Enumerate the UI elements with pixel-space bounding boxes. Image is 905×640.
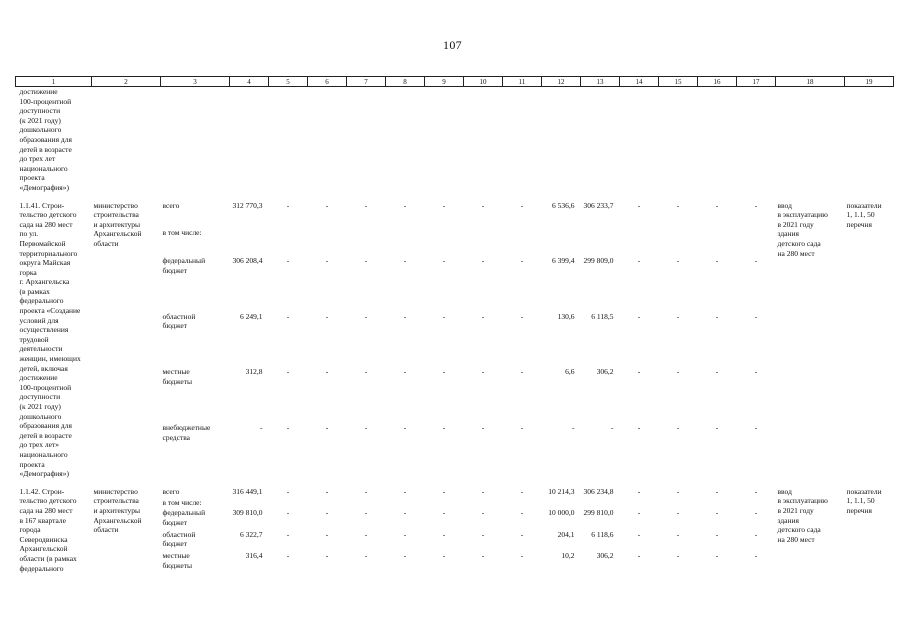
indicator-cell: показатели 1, 1.1, 50 перечня bbox=[846, 200, 882, 229]
dash-cell: - bbox=[403, 200, 407, 210]
dash-cell: - bbox=[325, 529, 329, 539]
column-header-2: 2 bbox=[92, 77, 161, 87]
dash-cell: - bbox=[481, 256, 485, 266]
dash-cell: - bbox=[325, 423, 329, 433]
funding-source: областной бюджет bbox=[162, 529, 196, 549]
total-amount-cell: 309 810,0 bbox=[232, 508, 263, 518]
empty-cell bbox=[230, 228, 269, 256]
dash-cell: - bbox=[715, 508, 719, 518]
empty-cell bbox=[308, 228, 347, 256]
column-header-11: 11 bbox=[503, 77, 542, 87]
total-amount-cell: 306 208,4 bbox=[232, 256, 263, 266]
dash-cell: - bbox=[403, 367, 407, 377]
dash-cell: - bbox=[325, 367, 329, 377]
dash-cell: - bbox=[286, 551, 290, 561]
empty-cell bbox=[737, 228, 776, 256]
dash-cell: - bbox=[754, 311, 758, 321]
column-header-8: 8 bbox=[386, 77, 425, 87]
column-header-10: 10 bbox=[464, 77, 503, 87]
dash-cell: - bbox=[442, 423, 446, 433]
amount-2020-cell: - bbox=[572, 423, 575, 433]
empty-cell bbox=[269, 498, 308, 509]
empty-cell bbox=[698, 228, 737, 256]
dash-cell: - bbox=[715, 486, 719, 496]
executor-cell: министерство строительства и архитектуры Архангельской области bbox=[93, 200, 142, 248]
dash-cell: - bbox=[754, 551, 758, 561]
dash-cell: - bbox=[715, 311, 719, 321]
amount-2020-cell: 6 399,4 bbox=[552, 256, 575, 266]
amount-2021-cell: 306 234,8 bbox=[583, 486, 614, 496]
dash-cell: - bbox=[637, 311, 641, 321]
dash-cell: - bbox=[364, 311, 368, 321]
column-header-6: 6 bbox=[308, 77, 347, 87]
funding-source: областной бюджет bbox=[162, 311, 196, 331]
empty-cell bbox=[308, 498, 347, 509]
continuation-description: достижение 100-процентной доступности (к 2021 году) дошкольного образования для детей в возрасте до трех лет национального проекта «Демография») bbox=[19, 87, 72, 192]
empty-cell bbox=[503, 498, 542, 509]
amount-2020-cell: 130,6 bbox=[557, 311, 575, 321]
total-amount-cell: 312 770,3 bbox=[232, 200, 263, 210]
amount-2020-cell: 10 000,0 bbox=[548, 508, 575, 518]
empty-cell bbox=[659, 498, 698, 509]
amount-2021-cell: 6 118,5 bbox=[591, 311, 614, 321]
dash-cell: - bbox=[325, 311, 329, 321]
dash-cell: - bbox=[754, 367, 758, 377]
dash-cell: - bbox=[403, 311, 407, 321]
column-header-5: 5 bbox=[269, 77, 308, 87]
empty-cell bbox=[464, 228, 503, 256]
expected-result-cell: ввод в эксплуатацию в 2021 году здания детского сада на 280 мест bbox=[777, 486, 828, 544]
dash-cell: - bbox=[442, 311, 446, 321]
funding-source: всего bbox=[162, 200, 180, 210]
funding-source: федеральный бюджет bbox=[162, 508, 206, 527]
dash-cell: - bbox=[286, 423, 290, 433]
amount-2020-cell: 6 536,6 bbox=[552, 200, 575, 210]
total-amount-cell: 316,4 bbox=[245, 551, 263, 561]
dash-cell: - bbox=[481, 200, 485, 210]
indicator-cell: показатели 1, 1.1, 50 перечня bbox=[846, 486, 882, 515]
dash-cell: - bbox=[286, 529, 290, 539]
dash-cell: - bbox=[286, 311, 290, 321]
dash-cell: - bbox=[676, 200, 680, 210]
column-header-14: 14 bbox=[620, 77, 659, 87]
continuation-filler bbox=[92, 87, 894, 193]
dash-cell: - bbox=[637, 486, 641, 496]
empty-cell bbox=[269, 228, 308, 256]
dash-cell: - bbox=[754, 256, 758, 266]
page-number: 107 bbox=[443, 38, 462, 52]
dash-cell: - bbox=[481, 423, 485, 433]
dash-cell: - bbox=[715, 529, 719, 539]
dash-cell: - bbox=[364, 256, 368, 266]
dash-cell: - bbox=[442, 529, 446, 539]
empty-cell bbox=[581, 498, 620, 509]
funding-source: в том числе: bbox=[162, 497, 202, 507]
dash-cell: - bbox=[364, 367, 368, 377]
column-header-13: 13 bbox=[581, 77, 620, 87]
dash-cell: - bbox=[442, 256, 446, 266]
dash-cell: - bbox=[286, 256, 290, 266]
expected-result-cell: ввод в эксплуатацию в 2021 году здания детского сада на 280 мест bbox=[777, 200, 828, 258]
dash-cell: - bbox=[286, 508, 290, 518]
empty-cell bbox=[386, 498, 425, 509]
empty-cell bbox=[425, 498, 464, 509]
dash-cell: - bbox=[481, 551, 485, 561]
total-amount-cell: 6 322,7 bbox=[240, 529, 263, 539]
dash-cell: - bbox=[325, 256, 329, 266]
dash-cell: - bbox=[676, 551, 680, 561]
dash-cell: - bbox=[637, 423, 641, 433]
dash-cell: - bbox=[286, 200, 290, 210]
dash-cell: - bbox=[520, 529, 524, 539]
spacer-row bbox=[16, 479, 894, 487]
total-amount-cell: 312,8 bbox=[245, 367, 263, 377]
empty-cell bbox=[230, 498, 269, 509]
dash-cell: - bbox=[715, 367, 719, 377]
empty-cell bbox=[737, 498, 776, 509]
dash-cell: - bbox=[481, 486, 485, 496]
column-header-15: 15 bbox=[659, 77, 698, 87]
amount-2021-cell: 306,2 bbox=[596, 551, 614, 561]
empty-cell bbox=[620, 498, 659, 509]
dash-cell: - bbox=[676, 423, 680, 433]
spacer-cell bbox=[16, 193, 894, 201]
dash-cell: - bbox=[325, 200, 329, 210]
empty-cell bbox=[425, 228, 464, 256]
column-header-7: 7 bbox=[347, 77, 386, 87]
dash-cell: - bbox=[637, 256, 641, 266]
dash-cell: - bbox=[403, 508, 407, 518]
dash-cell: - bbox=[676, 486, 680, 496]
dash-cell: - bbox=[481, 311, 485, 321]
budget-table bbox=[15, 76, 894, 573]
amount-2021-cell: - bbox=[611, 423, 614, 433]
dash-cell: - bbox=[754, 486, 758, 496]
column-header-16: 16 bbox=[698, 77, 737, 87]
dash-cell: - bbox=[637, 200, 641, 210]
table-row bbox=[16, 487, 894, 498]
amount-2021-cell: 306 233,7 bbox=[583, 200, 614, 210]
dash-cell: - bbox=[676, 508, 680, 518]
continuation-row bbox=[16, 87, 894, 193]
column-header-1: 1 bbox=[16, 77, 92, 87]
dash-cell: - bbox=[715, 256, 719, 266]
funding-source: внебюджетные средства bbox=[162, 423, 211, 442]
total-amount-cell: 316 449,1 bbox=[232, 486, 263, 496]
dash-cell: - bbox=[637, 551, 641, 561]
dash-cell: - bbox=[754, 529, 758, 539]
dash-cell: - bbox=[325, 551, 329, 561]
dash-cell: - bbox=[715, 551, 719, 561]
column-header-9: 9 bbox=[425, 77, 464, 87]
dash-cell: - bbox=[481, 367, 485, 377]
dash-cell: - bbox=[442, 508, 446, 518]
dash-cell: - bbox=[676, 367, 680, 377]
dash-cell: - bbox=[481, 529, 485, 539]
spacer-row bbox=[16, 193, 894, 201]
dash-cell: - bbox=[325, 508, 329, 518]
funding-source: местные бюджеты bbox=[162, 367, 193, 387]
dash-cell: - bbox=[442, 551, 446, 561]
empty-cell bbox=[386, 228, 425, 256]
measure-description: 1.1.42. Строи- тельство детского сада на 280 мест в 167 квартале города Северодвинска Архангельской области (в рамках федерального bbox=[19, 486, 77, 573]
amount-2021-cell: 306,2 bbox=[596, 367, 614, 377]
header-row bbox=[16, 77, 894, 87]
dash-cell: - bbox=[364, 486, 368, 496]
dash-cell: - bbox=[403, 529, 407, 539]
dash-cell: - bbox=[481, 508, 485, 518]
dash-cell: - bbox=[520, 367, 524, 377]
measure-description: 1.1.41. Строи- тельство детского сада на 280 мест по ул. Первомайской территориального округа Майская горка г. Архангельска (в рамках федерального проекта «Создание условий для осуществления трудовой деятельности женщин, имеющих детей, включая достижение 100-процентной доступности (к 2021 году) дошкольного образования для детей в возрасте до трех лет» национального проекта «Демография») bbox=[19, 200, 81, 479]
empty-cell bbox=[698, 498, 737, 509]
dash-cell: - bbox=[520, 311, 524, 321]
executor-cell: министерство строительства и архитектуры Архангельской области bbox=[93, 486, 142, 535]
empty-cell bbox=[464, 498, 503, 509]
dash-cell: - bbox=[520, 486, 524, 496]
total-amount-cell: 6 249,1 bbox=[240, 311, 263, 321]
dash-cell: - bbox=[715, 423, 719, 433]
dash-cell: - bbox=[676, 529, 680, 539]
dash-cell: - bbox=[364, 508, 368, 518]
funding-source: местные бюджеты bbox=[162, 551, 193, 571]
dash-cell: - bbox=[442, 486, 446, 496]
dash-cell: - bbox=[754, 423, 758, 433]
column-header-17: 17 bbox=[737, 77, 776, 87]
dash-cell: - bbox=[286, 486, 290, 496]
empty-cell bbox=[347, 498, 386, 509]
dash-cell: - bbox=[286, 367, 290, 377]
dash-cell: - bbox=[442, 200, 446, 210]
empty-cell bbox=[542, 228, 581, 256]
column-header-3: 3 bbox=[161, 77, 230, 87]
dash-cell: - bbox=[403, 423, 407, 433]
column-header-4: 4 bbox=[230, 77, 269, 87]
dash-cell: - bbox=[520, 200, 524, 210]
dash-cell: - bbox=[364, 529, 368, 539]
amount-2020-cell: 10 214,3 bbox=[548, 486, 575, 496]
empty-cell bbox=[581, 228, 620, 256]
dash-cell: - bbox=[520, 256, 524, 266]
dash-cell: - bbox=[325, 486, 329, 496]
dash-cell: - bbox=[754, 200, 758, 210]
empty-cell bbox=[620, 228, 659, 256]
dash-cell: - bbox=[520, 423, 524, 433]
dash-cell: - bbox=[637, 508, 641, 518]
dash-cell: - bbox=[520, 551, 524, 561]
amount-2020-cell: 10,2 bbox=[561, 551, 575, 561]
total-amount-cell: - bbox=[260, 423, 263, 433]
amount-2021-cell: 6 118,6 bbox=[591, 529, 614, 539]
dash-cell: - bbox=[364, 551, 368, 561]
dash-cell: - bbox=[715, 200, 719, 210]
amount-2021-cell: 299 810,0 bbox=[583, 508, 614, 518]
empty-cell bbox=[503, 228, 542, 256]
funding-source: в том числе: bbox=[162, 228, 202, 238]
table-row bbox=[16, 201, 894, 229]
empty-cell bbox=[659, 228, 698, 256]
dash-cell: - bbox=[520, 508, 524, 518]
amount-2021-cell: 299 809,0 bbox=[583, 256, 614, 266]
funding-source: всего bbox=[162, 486, 180, 496]
amount-2020-cell: 204,1 bbox=[557, 529, 575, 539]
empty-cell bbox=[542, 498, 581, 509]
funding-source: федеральный бюджет bbox=[162, 256, 206, 275]
dash-cell: - bbox=[403, 551, 407, 561]
dash-cell: - bbox=[676, 256, 680, 266]
amount-2020-cell: 6,6 bbox=[565, 367, 575, 377]
dash-cell: - bbox=[403, 256, 407, 266]
dash-cell: - bbox=[637, 367, 641, 377]
column-header-19: 19 bbox=[845, 77, 894, 87]
dash-cell: - bbox=[403, 486, 407, 496]
column-header-18: 18 bbox=[776, 77, 845, 87]
dash-cell: - bbox=[637, 529, 641, 539]
dash-cell: - bbox=[676, 311, 680, 321]
dash-cell: - bbox=[442, 367, 446, 377]
spacer-cell bbox=[16, 479, 894, 487]
dash-cell: - bbox=[364, 200, 368, 210]
dash-cell: - bbox=[364, 423, 368, 433]
dash-cell: - bbox=[754, 508, 758, 518]
empty-cell bbox=[347, 228, 386, 256]
column-header-12: 12 bbox=[542, 77, 581, 87]
